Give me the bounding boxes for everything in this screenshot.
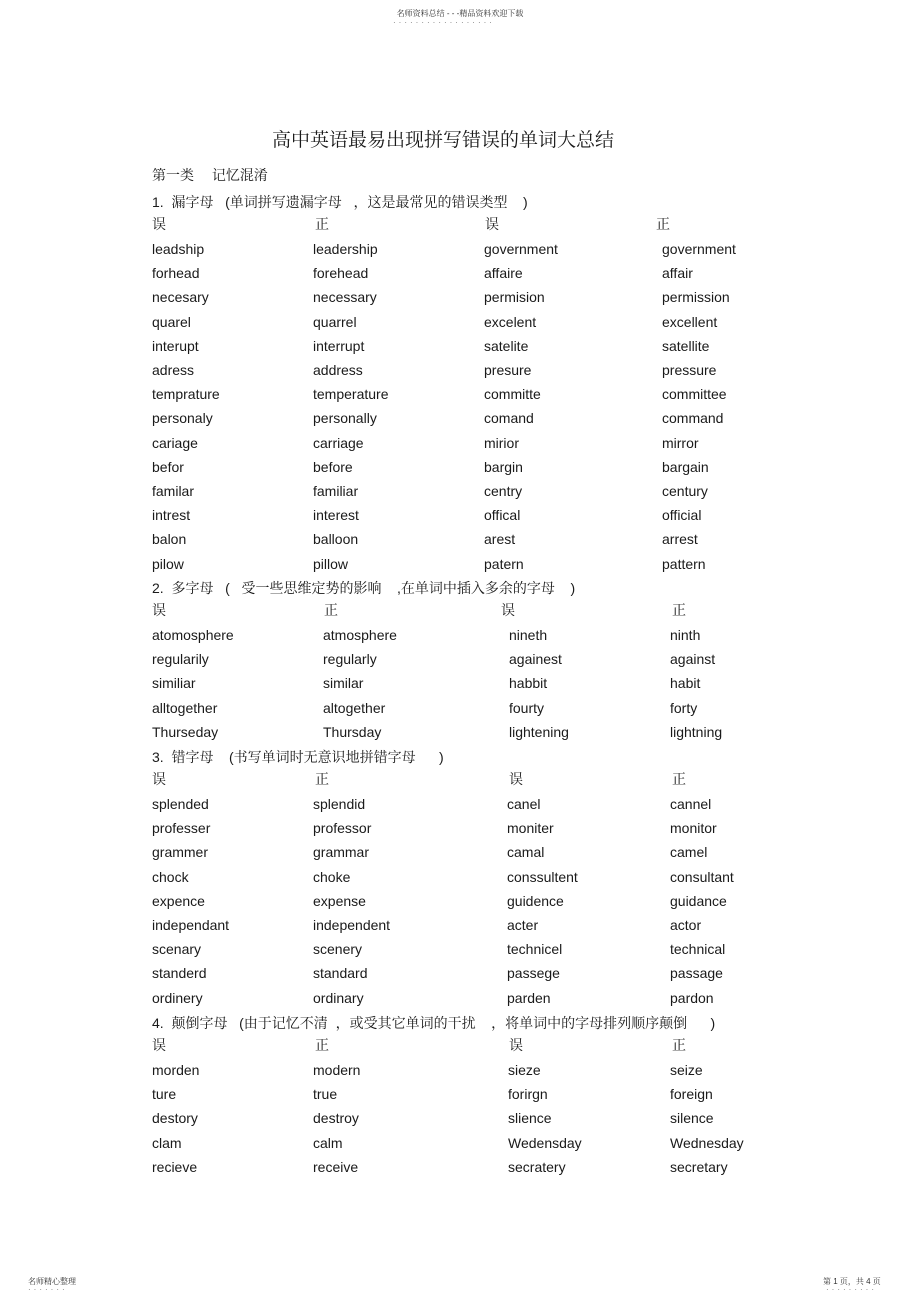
correct-word: official [662, 507, 702, 524]
misspelled-word: offical [484, 507, 521, 524]
correct-word: pattern [662, 555, 706, 572]
correct-word: silence [670, 1110, 714, 1127]
column-header: 误 [152, 602, 166, 618]
column-header: 误 [509, 771, 523, 787]
word-row [0, 844, 920, 864]
word-row [0, 675, 920, 695]
misspelled-word: intrest [152, 507, 191, 524]
column-header-row [0, 600, 920, 620]
word-row [0, 459, 920, 479]
word-row [0, 893, 920, 913]
correct-word: pressure [662, 362, 717, 378]
word-row [0, 1062, 920, 1082]
correct-word: destroy [313, 1110, 359, 1127]
correct-word: actor [670, 917, 702, 933]
column-header: 正 [315, 216, 329, 232]
word-row [0, 410, 920, 430]
correct-word: familiar [313, 483, 359, 499]
correct-word: modern [313, 1062, 361, 1078]
word-row [0, 1110, 920, 1130]
misspelled-word: parden [507, 989, 551, 1006]
word-row [0, 435, 920, 455]
page-header: 名师资料总结 - - -精品资料欢迎下载 [396, 9, 524, 18]
misspelled-word: moniter [507, 820, 554, 837]
misspelled-word: adress [152, 362, 195, 378]
document-title: 高中英语最易出现拼写错误的单词大总结 [271, 130, 614, 151]
misspelled-word: patern [484, 555, 524, 572]
correct-word: temperature [313, 386, 389, 403]
word-row [0, 700, 920, 720]
correct-word: passage [670, 965, 723, 982]
misspelled-word: mirior [484, 434, 519, 451]
misspelled-word: atomosphere [152, 627, 234, 643]
header-divider: ·················· [393, 18, 495, 27]
correct-word: calm [313, 1134, 343, 1151]
misspelled-word: guidence [507, 892, 564, 909]
misspelled-word: interupt [152, 337, 199, 354]
word-row [0, 1086, 920, 1106]
misspelled-word: necesary [152, 289, 209, 306]
misspelled-word: comand [484, 410, 534, 427]
misspelled-word: professer [152, 820, 211, 837]
word-row [0, 941, 920, 961]
misspelled-word: affaire [484, 265, 523, 282]
column-header: 正 [315, 1037, 329, 1053]
column-header-row [0, 1035, 920, 1055]
misspelled-word: passege [507, 965, 560, 982]
misspelled-word: secratery [508, 1158, 566, 1175]
word-row [0, 338, 920, 358]
word-row [0, 869, 920, 889]
misspelled-word: befor [152, 458, 184, 475]
misspelled-word: presure [484, 362, 532, 378]
word-row [0, 651, 920, 671]
misspelled-word: forhead [152, 265, 200, 282]
correct-word: century [662, 483, 708, 499]
misspelled-word: bargin [484, 458, 523, 475]
column-header-row [0, 214, 920, 234]
footer-page-number: 第 1 页，共 4 页 [823, 1277, 881, 1286]
word-row [0, 531, 920, 551]
misspelled-word: leadship [152, 241, 205, 257]
word-row [0, 990, 920, 1010]
misspelled-word: pilow [152, 555, 184, 572]
column-header: 正 [324, 602, 338, 618]
misspelled-word: habbit [509, 675, 548, 692]
misspelled-word: Thurseday [152, 723, 219, 740]
correct-word: arrest [662, 531, 698, 548]
footer-right-divider: ········· [826, 1285, 877, 1294]
correct-word: ninth [670, 627, 701, 643]
misspelled-word: canel [507, 796, 541, 812]
correct-word: necessary [313, 289, 377, 306]
misspelled-word: ture [152, 1086, 177, 1103]
correct-word: before [313, 458, 353, 475]
section-title: 3. 错字母 (书写单词时无意识地拼错字母 ) [152, 749, 444, 765]
correct-word: carriage [313, 434, 364, 451]
misspelled-word: arest [484, 531, 516, 548]
correct-word: grammar [313, 844, 370, 861]
misspelled-word: lightening [509, 723, 569, 740]
misspelled-word: independant [152, 917, 230, 933]
correct-word: true [313, 1086, 338, 1103]
word-row [0, 627, 920, 647]
misspelled-word: scenary [152, 941, 202, 958]
section-title: 2. 多字母 ( 受一些思维定势的影响 ,在单词中插入多余的字母 ) [152, 580, 576, 596]
misspelled-word: permision [484, 289, 545, 306]
misspelled-word: balon [152, 531, 187, 548]
correct-word: seize [670, 1062, 703, 1078]
correct-word: Wednesday [670, 1134, 744, 1151]
misspelled-word: sieze [508, 1062, 541, 1078]
word-row [0, 289, 920, 309]
column-header: 误 [152, 1037, 166, 1053]
column-header: 正 [672, 602, 686, 618]
correct-word: mirror [662, 434, 699, 451]
misspelled-word: similiar [152, 675, 196, 692]
misspelled-word: fourty [509, 699, 545, 716]
correct-word: standard [313, 965, 368, 982]
correct-word: leadership [313, 241, 378, 257]
misspelled-word: forirgn [508, 1086, 548, 1103]
word-row [0, 507, 920, 527]
correct-word: technical [670, 941, 726, 958]
correct-word: command [662, 410, 724, 427]
misspelled-word: familar [152, 483, 195, 499]
word-row [0, 362, 920, 382]
misspelled-word: expence [152, 892, 205, 909]
correct-word: camel [670, 844, 708, 861]
word-row [0, 1135, 920, 1155]
column-header: 误 [509, 1037, 523, 1053]
correct-word: altogether [323, 699, 386, 716]
word-row [0, 796, 920, 816]
correct-word: address [313, 362, 363, 378]
correct-word: receive [313, 1158, 359, 1175]
correct-word: satellite [662, 337, 710, 354]
correct-word: personally [313, 410, 377, 427]
correct-word: committee [662, 386, 727, 403]
section-title: 1. 漏字母 (单词拼写遗漏字母 ，这是最常见的错误类型 ) [152, 194, 528, 210]
correct-word: guidance [670, 892, 727, 909]
misspelled-word: satelite [484, 337, 529, 354]
correct-word: balloon [313, 531, 359, 548]
column-header: 正 [672, 771, 686, 787]
misspelled-word: regularily [152, 651, 209, 668]
misspelled-word: standerd [152, 965, 207, 982]
correct-word: excellent [662, 313, 718, 330]
correct-word: affair [662, 265, 693, 282]
misspelled-word: morden [152, 1062, 200, 1078]
word-row [0, 724, 920, 744]
correct-word: scenery [313, 941, 363, 958]
correct-word: pardon [670, 989, 714, 1006]
correct-word: habit [670, 675, 701, 692]
column-header: 正 [672, 1037, 686, 1053]
correct-word: choke [313, 868, 351, 885]
misspelled-word: personaly [152, 410, 213, 427]
misspelled-word: camal [507, 844, 545, 861]
misspelled-word: government [484, 241, 558, 257]
misspelled-word: recieve [152, 1158, 198, 1175]
misspelled-word: Wedensday [508, 1134, 582, 1151]
correct-word: regularly [323, 651, 377, 668]
correct-word: foreign [670, 1086, 713, 1103]
correct-word: secretary [670, 1158, 728, 1175]
misspelled-word: clam [152, 1134, 182, 1151]
correct-word: consultant [670, 868, 734, 885]
misspelled-word: slience [508, 1110, 552, 1127]
word-row [0, 556, 920, 576]
correct-word: government [662, 241, 736, 257]
correct-word: splendid [313, 796, 366, 812]
section-title: 4. 颠倒字母 (由于记忆不清 ，或受其它单词的干扰 ，将单词中的字母排列顺序颠倒 ) [152, 1015, 716, 1031]
word-row [0, 917, 920, 937]
misspelled-word: nineth [509, 627, 548, 643]
correct-word: lightning [670, 723, 723, 740]
correct-word: interest [313, 507, 359, 524]
correct-word: against [670, 651, 716, 668]
column-header-row [0, 769, 920, 789]
misspelled-word: destory [152, 1110, 198, 1127]
misspelled-word: grammer [152, 844, 209, 861]
word-row [0, 965, 920, 985]
misspelled-word: temprature [152, 386, 220, 403]
misspelled-word: acter [507, 917, 539, 933]
correct-word: permission [662, 289, 730, 306]
word-row [0, 1159, 920, 1179]
misspelled-word: conssultent [507, 868, 578, 885]
column-header: 误 [501, 602, 515, 618]
column-header: 误 [152, 771, 166, 787]
footer-left-divider: ······· [28, 1285, 68, 1294]
misspelled-word: committe [484, 386, 541, 403]
correct-word: Thursday [323, 723, 382, 740]
correct-word: quarrel [313, 313, 357, 330]
correct-word: atmosphere [323, 627, 397, 643]
word-row [0, 314, 920, 334]
correct-word: independent [313, 917, 391, 933]
column-header: 正 [656, 216, 670, 232]
correct-word: cannel [670, 796, 712, 812]
correct-word: pillow [313, 555, 349, 572]
misspelled-word: cariage [152, 434, 198, 451]
correct-word: forehead [313, 265, 369, 282]
word-row [0, 483, 920, 503]
misspelled-word: centry [484, 483, 523, 499]
word-row [0, 820, 920, 840]
correct-word: monitor [670, 820, 717, 837]
misspelled-word: technicel [507, 941, 563, 958]
misspelled-word: quarel [152, 313, 191, 330]
category-heading: 第一类 记忆混淆 [152, 167, 268, 183]
correct-word: expense [313, 892, 366, 909]
column-header: 正 [315, 771, 329, 787]
correct-word: ordinary [313, 989, 364, 1006]
correct-word: professor [313, 820, 372, 837]
misspelled-word: ordinery [152, 989, 203, 1006]
correct-word: forty [670, 699, 698, 716]
word-row [0, 386, 920, 406]
misspelled-word: splended [152, 796, 209, 812]
column-header: 误 [485, 216, 499, 232]
misspelled-word: againest [509, 651, 562, 668]
misspelled-word: chock [152, 868, 189, 885]
misspelled-word: alltogether [152, 699, 218, 716]
correct-word: bargain [662, 458, 709, 475]
word-row [0, 241, 920, 261]
correct-word: similar [323, 675, 364, 692]
column-header: 误 [152, 216, 166, 232]
correct-word: interrupt [313, 337, 365, 354]
word-row [0, 265, 920, 285]
footer-left: 名师精心整理 [28, 1277, 76, 1286]
misspelled-word: excelent [484, 313, 537, 330]
